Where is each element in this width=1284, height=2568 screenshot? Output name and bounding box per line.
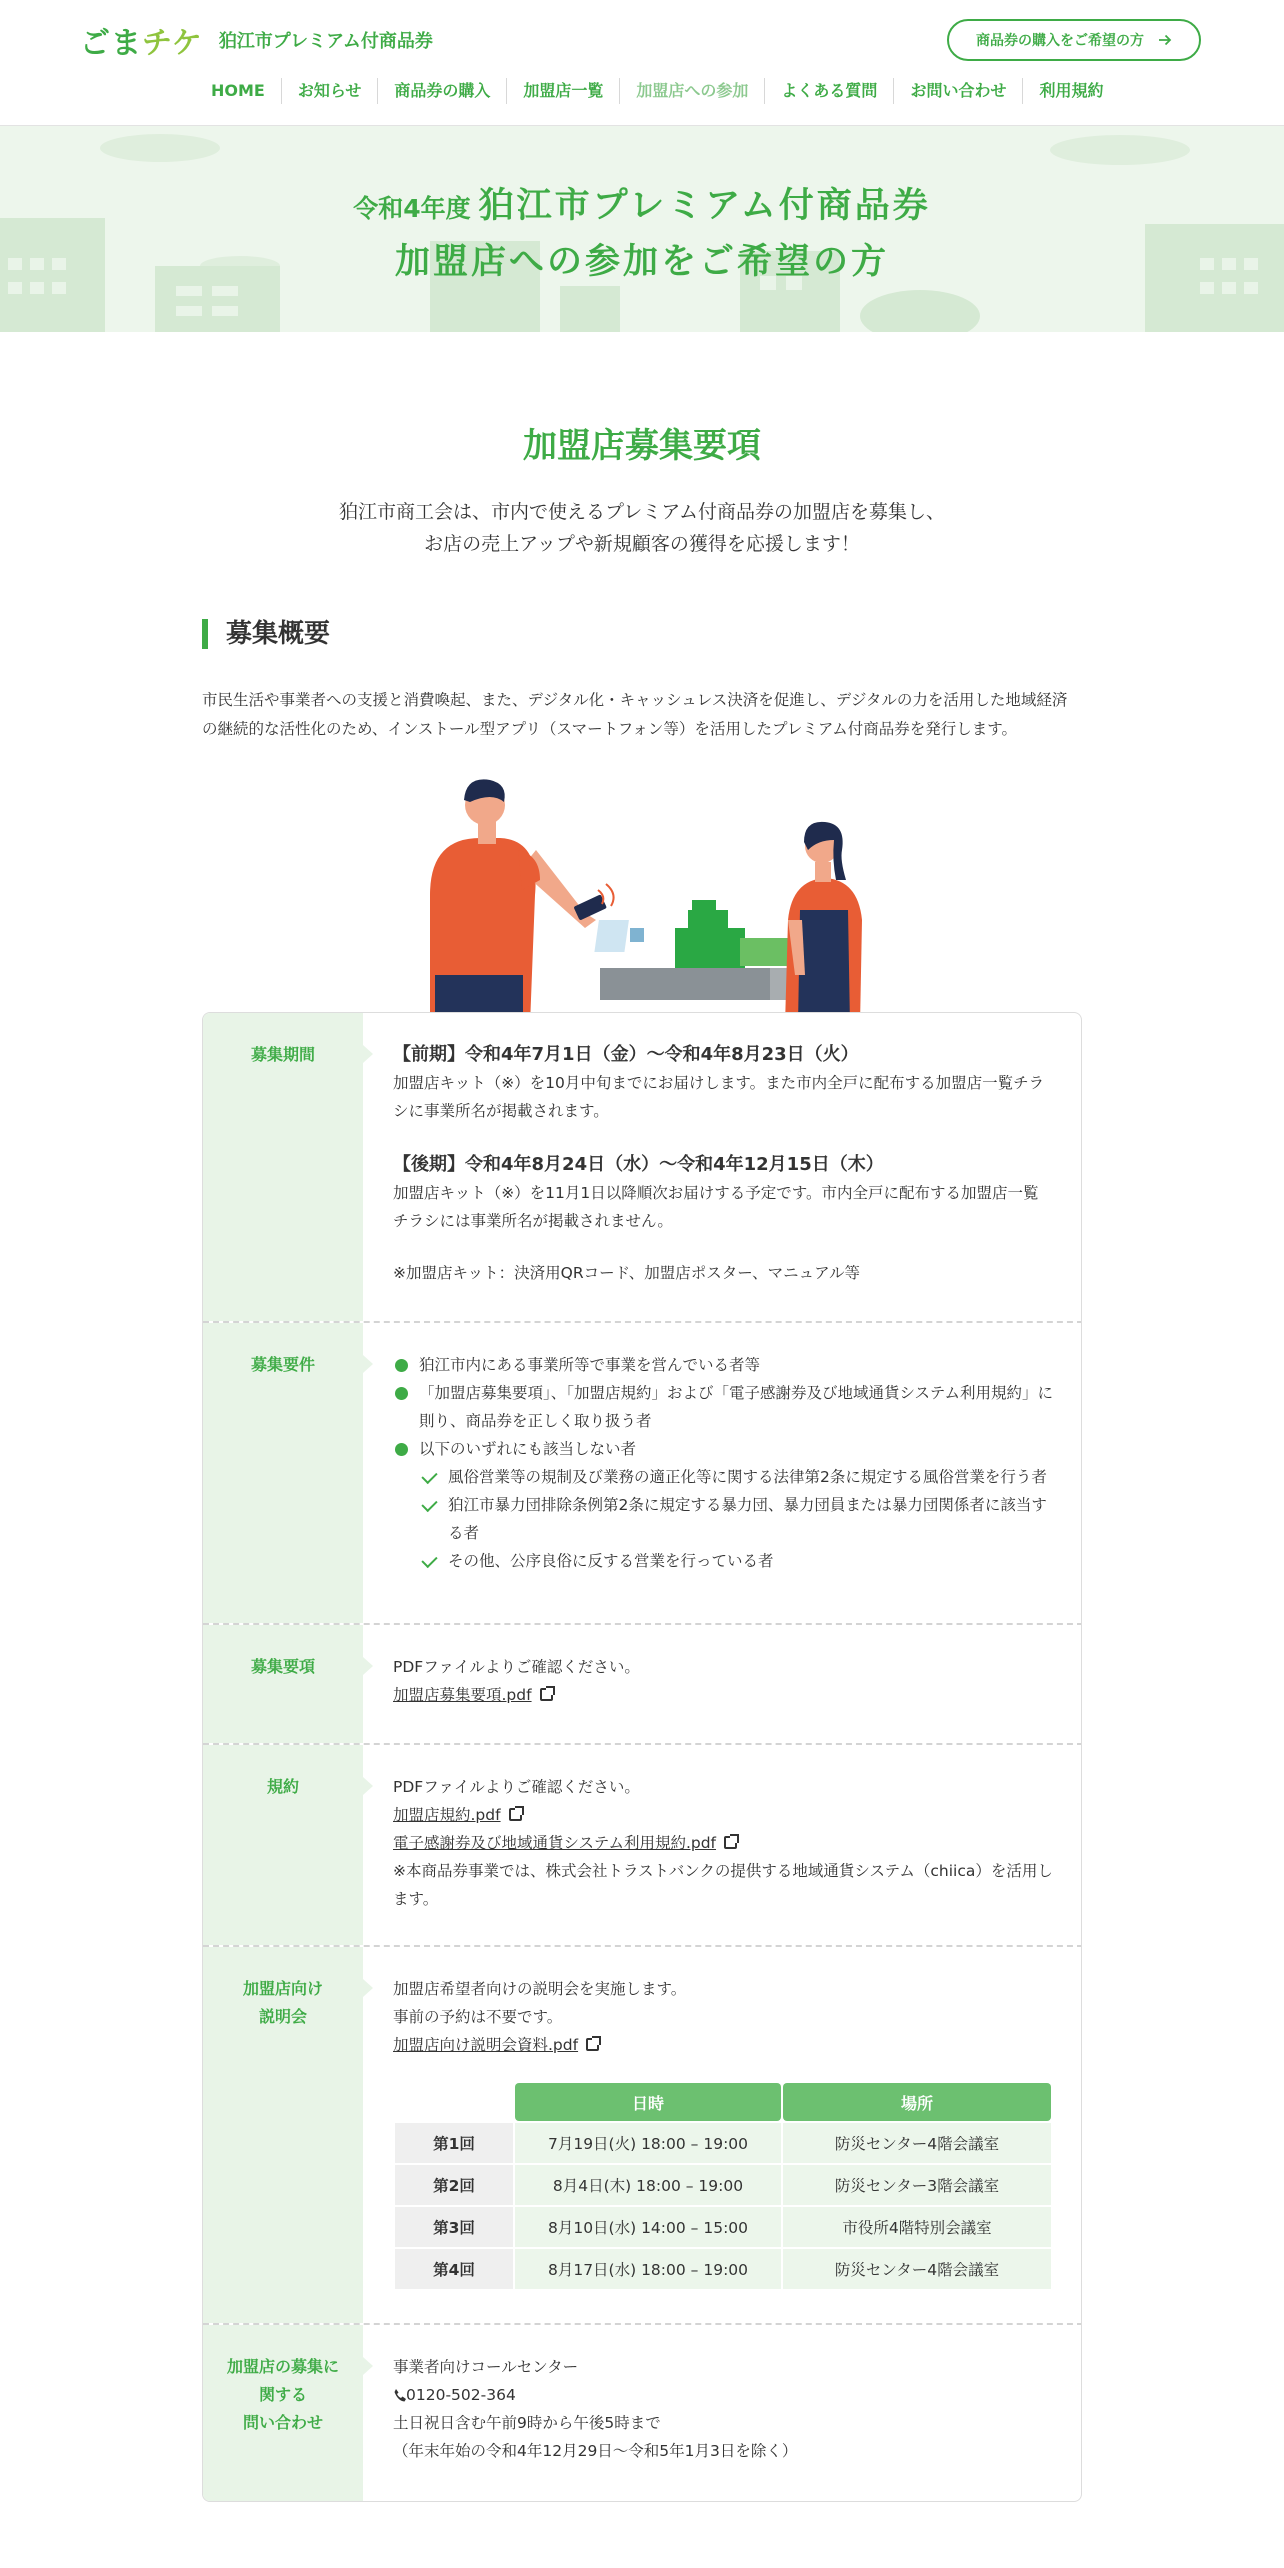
lead-text	[0, 496, 1284, 560]
phone-icon	[393, 2388, 406, 2402]
nav-terms[interactable]: 利用規約	[1022, 78, 1119, 104]
briefing-text-1: 加盟店希望者向けの説明会を実施します。	[393, 1980, 687, 1998]
external-link-icon	[509, 1808, 522, 1821]
late-period-text: 加盟店キット（※）を11月1日以降順次お届けする予定です。市内全戸に配布する加盟店一覧チラシには事業所名が掲載されません。	[393, 1184, 1039, 1230]
site-header	[0, 0, 1284, 126]
arrow-right-icon	[1158, 34, 1172, 46]
terms-note: ※本商品券事業では、株式会社トラストバンクの提供する地域通貨システム（chiica）を活用します。	[393, 1862, 1053, 1908]
table-row	[395, 2207, 1051, 2247]
contact-phone[interactable]: 0120-502-364	[406, 2386, 516, 2404]
row-notch	[363, 2357, 373, 2375]
buy-voucher-button[interactable]	[947, 19, 1201, 61]
schedule-header-empty	[395, 2083, 513, 2121]
requirement-sub-item: 風俗営業等の規制及び業務の適正化等に関する法律第2条に規定する風俗営業を行う者	[393, 1463, 1053, 1491]
nav-join[interactable]: 加盟店への参加	[619, 78, 764, 104]
guideline-text: PDFファイルよりご確認ください。	[393, 1658, 640, 1676]
overview-text: 市民生活や事業者への支援と消費喚起、また、デジタル化・キャッシュレス決済を促進し、デジタルの力を活用した地域経済の継続的な活性化のため、インストール型アプリ（スマートフォン等）を活用したプレミアム付商品券を発行します。	[202, 691, 1068, 738]
hero-banner	[0, 126, 1284, 332]
table-row	[395, 2123, 1051, 2163]
terms-content	[393, 1773, 1053, 1913]
session-date: 7月19日(火) 18:00 – 19:00	[515, 2123, 781, 2163]
guideline-pdf-link[interactable]: 加盟店募集要項.pdf	[393, 1686, 532, 1704]
hero-title	[0, 178, 1284, 228]
session-place: 防災センター4階会議室	[783, 2249, 1051, 2289]
terms-text: PDFファイルよりご確認ください。	[393, 1778, 640, 1796]
session-number: 第1回	[395, 2123, 513, 2163]
early-period-title: 【前期】令和4年7月1日（金）〜令和4年8月23日（火）	[393, 1044, 859, 1065]
external-link-icon	[586, 2038, 599, 2051]
buy-voucher-label: 商品券の購入をご希望の方	[976, 33, 1144, 49]
site-logo[interactable]	[80, 18, 433, 62]
schedule-header-place: 場所	[783, 2083, 1051, 2121]
recruitment-details-table	[202, 1012, 1082, 2502]
briefing-text-2: 事前の予約は不要です。	[393, 2008, 563, 2026]
table-row	[395, 2165, 1051, 2205]
row-requirements	[203, 1321, 1082, 1623]
lead-line-2: お店の売上アップや新規顧客の獲得を応援します！	[424, 533, 860, 555]
row-contact	[203, 2323, 1082, 2502]
page-title: 加盟店募集要項	[523, 426, 761, 466]
external-link-icon	[724, 1836, 737, 1849]
contact-hours: 土日祝日含む午前9時から午後5時まで	[393, 2414, 661, 2432]
contact-phone-line	[393, 2381, 1053, 2409]
logo-subtitle: 狛江市プレミアム付商品券	[218, 31, 433, 52]
terms-label: 規約	[266, 1777, 299, 1796]
schedule-header-date: 日時	[515, 2083, 781, 2121]
early-period-text: 加盟店キット（※）を10月中旬までにお届けします。また市内全戸に配布する加盟店一覧チラシに事業所名が掲載されます。	[393, 1074, 1045, 1120]
nav-purchase[interactable]: 商品券の購入	[377, 78, 506, 104]
contact-label: 加盟店の募集に 関する 問い合わせ	[226, 2357, 339, 2432]
nav-contact[interactable]: お問い合わせ	[893, 78, 1022, 104]
row-notch	[363, 1777, 373, 1795]
period-content	[393, 1041, 1053, 1287]
row-notch	[363, 1979, 373, 1997]
briefing-schedule-table	[393, 2081, 1053, 2291]
session-place: 防災センター3階会議室	[783, 2165, 1051, 2205]
row-briefing	[203, 1945, 1082, 2323]
requirement-sub-item: 狛江市暴力団排除条例第2条に規定する暴力団、暴力団員または暴力団関係者に該当する者	[393, 1491, 1053, 1547]
contact-exception: （年末年始の令和4年12月29日〜令和5年1月3日を除く）	[393, 2442, 798, 2460]
session-date: 8月4日(木) 18:00 – 19:00	[515, 2165, 781, 2205]
hero-year: 令和4年度	[353, 194, 471, 223]
session-number: 第4回	[395, 2249, 513, 2289]
row-guideline	[203, 1623, 1082, 1743]
nav-news[interactable]: お知らせ	[281, 78, 378, 104]
briefing-content	[393, 1975, 1053, 2059]
late-period-title: 【後期】令和4年8月24日（水）〜令和4年12月15日（木）	[393, 1154, 884, 1175]
row-notch	[363, 1657, 373, 1675]
payment-illustration	[400, 770, 880, 1015]
logo-mark: ごまチケ	[80, 27, 203, 60]
contact-name: 事業者向けコールセンター	[393, 2358, 579, 2376]
requirement-item: 以下のいずれにも該当しない者	[393, 1435, 1053, 1463]
guideline-content	[393, 1653, 1053, 1709]
nav-faq[interactable]: よくある質問	[764, 78, 893, 104]
row-period	[203, 1013, 1082, 1321]
row-terms	[203, 1743, 1082, 1945]
session-place: 防災センター4階会議室	[783, 2123, 1051, 2163]
table-row	[395, 2249, 1051, 2289]
lead-line-1: 狛江市商工会は、市内で使えるプレミアム付商品券の加盟店を募集し、	[339, 501, 945, 523]
session-number: 第2回	[395, 2165, 513, 2205]
system-terms-pdf-link[interactable]: 電子感謝券及び地域通貨システム利用規約.pdf	[393, 1834, 717, 1852]
session-date: 8月10日(水) 14:00 – 15:00	[515, 2207, 781, 2247]
row-notch	[363, 1045, 373, 1063]
requirements-label: 募集要件	[250, 1355, 315, 1374]
contact-content	[393, 2353, 1053, 2465]
requirement-item: 「加盟店募集要項」、「加盟店規約」および「電子感謝券及び地域通貨システム利用規約」に則り、商品券を正しく取り扱う者	[393, 1379, 1053, 1435]
store-terms-pdf-link[interactable]: 加盟店規約.pdf	[393, 1806, 501, 1824]
requirement-sub-item: その他、公序良俗に反する営業を行っている者	[393, 1547, 1053, 1575]
requirement-item: 狛江市内にある事業所等で事業を営んでいる者等	[393, 1351, 1053, 1379]
external-link-icon	[540, 1688, 553, 1701]
main-nav	[195, 78, 1119, 104]
briefing-label: 加盟店向け 説明会	[242, 1979, 323, 2026]
schedule-header-row	[395, 2083, 1051, 2121]
session-number: 第3回	[395, 2207, 513, 2247]
row-label-bg	[203, 1625, 363, 1743]
hero-cityscape-illustration	[0, 126, 1284, 332]
hero-title-text: 狛江市プレミアム付商品券	[478, 186, 931, 226]
requirements-list	[393, 1351, 1053, 1575]
session-date: 8月17日(水) 18:00 – 19:00	[515, 2249, 781, 2289]
nav-store-list[interactable]: 加盟店一覧	[506, 78, 619, 104]
overview-heading: 募集概要	[202, 619, 330, 649]
briefing-pdf-link[interactable]: 加盟店向け説明会資料.pdf	[393, 2036, 579, 2054]
session-place: 市役所4階特別会議室	[783, 2207, 1051, 2247]
period-label: 募集期間	[250, 1045, 315, 1064]
kit-note: ※加盟店キット：決済用QRコード、加盟店ポスター、マニュアル等	[393, 1264, 861, 1282]
hero-subtitle: 加盟店への参加をご希望の方	[394, 242, 889, 282]
nav-home[interactable]: HOME	[211, 81, 265, 100]
row-notch	[363, 1355, 373, 1373]
guideline-label: 募集要項	[250, 1657, 315, 1676]
